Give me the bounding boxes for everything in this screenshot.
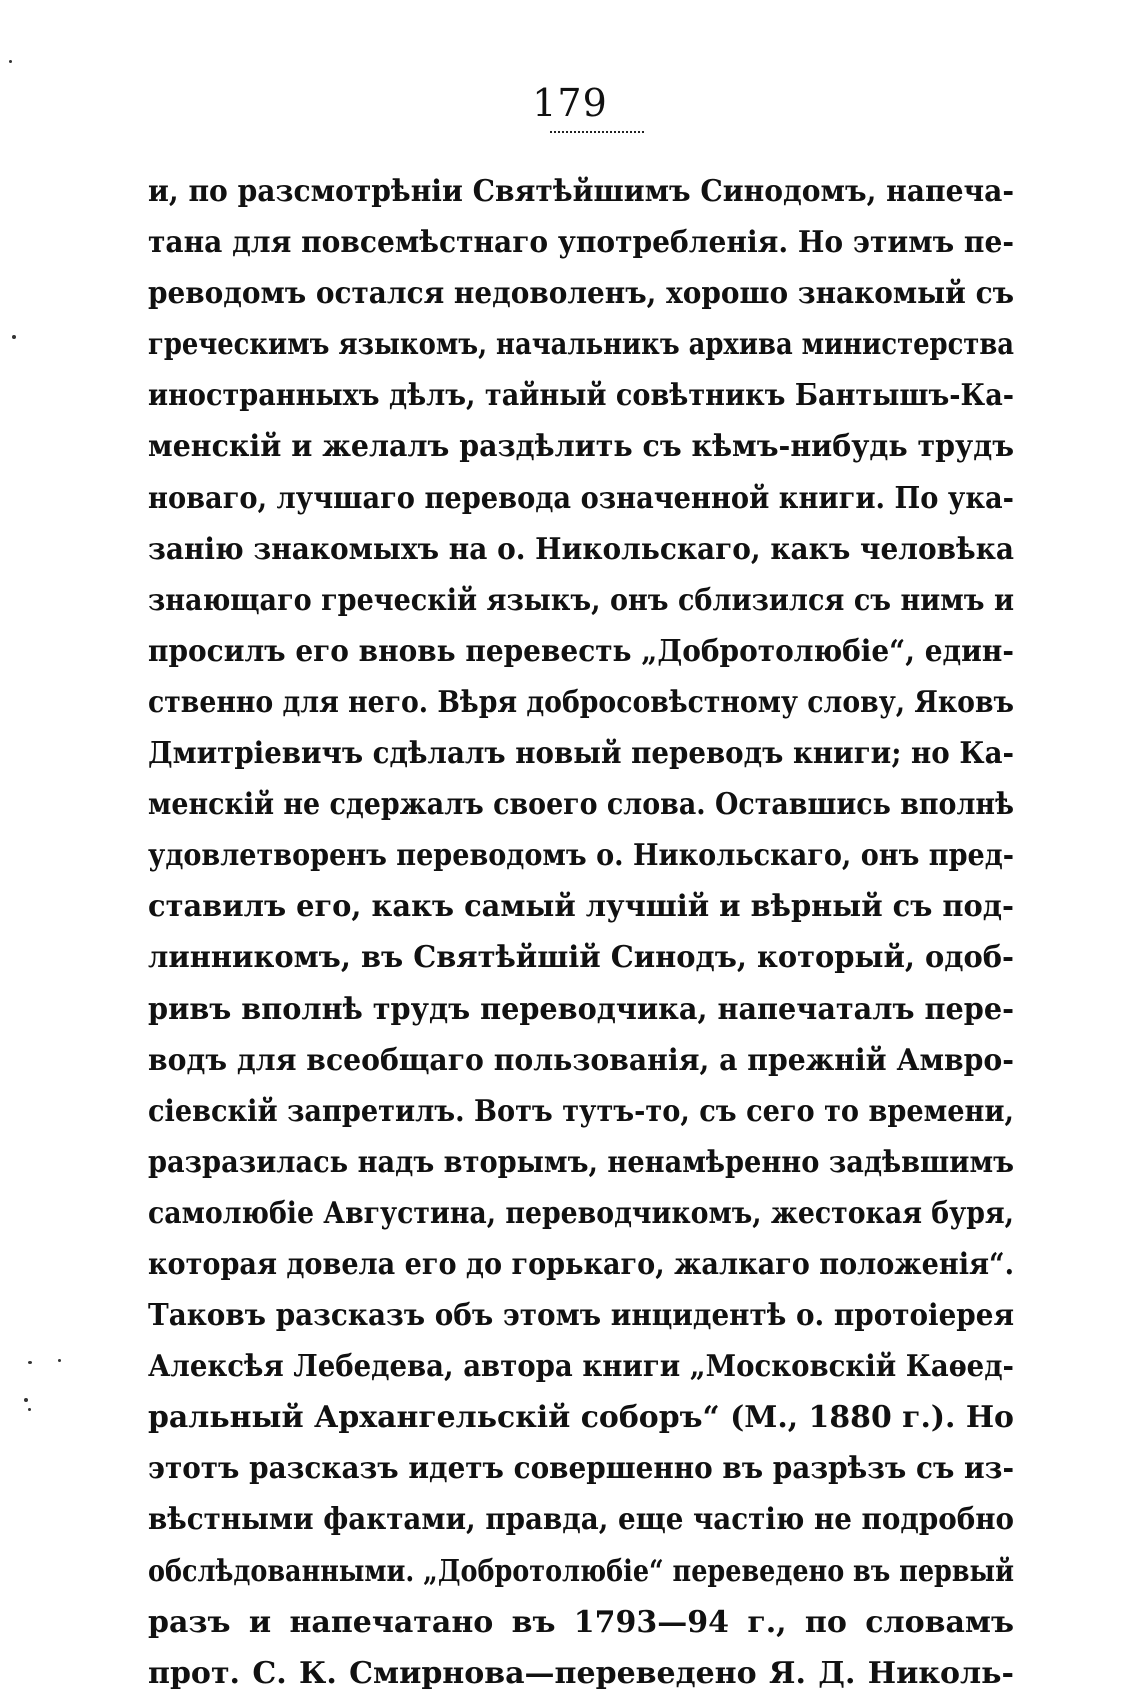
page-number: 179 bbox=[532, 81, 608, 125]
text-line: менскій и желалъ раздѣлить съ кѣмъ-нибудь трудъ bbox=[148, 429, 1014, 465]
text-line: реводомъ остался недоволенъ, хорошо знакомый съ bbox=[148, 276, 1014, 312]
text-line: ральный Архангельскій соборъ“ (М., 1880 г.). Но bbox=[148, 1400, 1014, 1436]
text-line: этотъ разсказъ идетъ совершенно въ разрѣзъ съ из- bbox=[148, 1451, 1014, 1487]
text-line: менскій не сдержалъ своего слова. Оставшись вполнѣ bbox=[148, 787, 1014, 823]
text-line: Алексѣя Лебедева, автора книги „Московскій Каѳед- bbox=[148, 1349, 1014, 1385]
text-line: ставилъ его, какъ самый лучшій и вѣрный съ под- bbox=[148, 889, 1014, 925]
text-line: разразилась надъ вторымъ, ненамѣренно задѣвшимъ bbox=[148, 1144, 1014, 1180]
text-line: занію знакомыхъ на о. Никольскаго, какъ человѣка bbox=[148, 531, 1014, 567]
page-number-rule bbox=[550, 131, 644, 133]
text-line: линникомъ, въ Святѣйшій Синодъ, который, одоб- bbox=[148, 940, 1014, 976]
text-line: сіевскій запретилъ. Вотъ тутъ-то, съ сего то времени, bbox=[148, 1093, 1014, 1129]
text-line: обслѣдованными. „Добротолюбіе“ переведено въ первый bbox=[148, 1553, 1014, 1589]
text-line: Таковъ разсказъ объ этомъ инцидентѣ о. протоіерея bbox=[148, 1298, 1014, 1334]
text-line: иностранныхъ дѣлъ, тайный совѣтникъ Бантышъ-Ка- bbox=[148, 378, 1014, 414]
text-line: вѣстными фактами, правда, еще частію не подробно bbox=[148, 1502, 1014, 1538]
text-line: знающаго греческій языкъ, онъ сблизился съ нимъ и bbox=[148, 582, 1014, 618]
text-line: и, по разсмотрѣніи Святѣйшимъ Синодомъ, напеча- bbox=[148, 174, 1014, 209]
text-line: ривъ вполнѣ трудъ переводчика, напечаталъ пере- bbox=[148, 991, 1014, 1027]
text-line: разъ и напечатано въ 1793—94 г., по словамъ bbox=[148, 1604, 1014, 1640]
text-line: удовлетворенъ переводомъ о. Никольскаго, онъ пред- bbox=[148, 838, 1014, 874]
scan-speck bbox=[58, 1359, 61, 1362]
text-line: которая довела его до горькаго, жалкаго положенія“. bbox=[148, 1246, 1014, 1282]
text-line: греческимъ языкомъ, начальникъ архива министерства bbox=[148, 327, 1014, 363]
text-line: прот. С. К. Смирнова—переведено Я. Д. Николь- bbox=[148, 1655, 1014, 1691]
body-text bbox=[148, 166, 1014, 1699]
text-line: Дмитріевичъ сдѣлалъ новый переводъ книги; но Ка- bbox=[148, 736, 1014, 772]
scan-speck bbox=[28, 1408, 31, 1411]
text-line: просилъ его вновь перевесть „Добротолюбіе“, един- bbox=[148, 633, 1014, 669]
text-line: новаго, лучшаго перевода означенной книги. По ука- bbox=[148, 480, 1014, 516]
scan-speck bbox=[12, 335, 16, 339]
scan-speck bbox=[28, 1361, 32, 1364]
scan-speck bbox=[24, 1398, 28, 1402]
text-line: тана для повсемѣстнаго употребленія. Но этимъ пе- bbox=[148, 225, 1014, 261]
scan-speck bbox=[9, 60, 12, 63]
text-line: самолюбіе Августина, переводчикомъ, жестокая буря, bbox=[148, 1195, 1014, 1231]
text-line: ственно для него. Вѣря добросовѣстному слову, Яковъ bbox=[148, 684, 1014, 720]
text-line: водъ для всеобщаго пользованія, а прежній Амвро- bbox=[148, 1042, 1014, 1078]
